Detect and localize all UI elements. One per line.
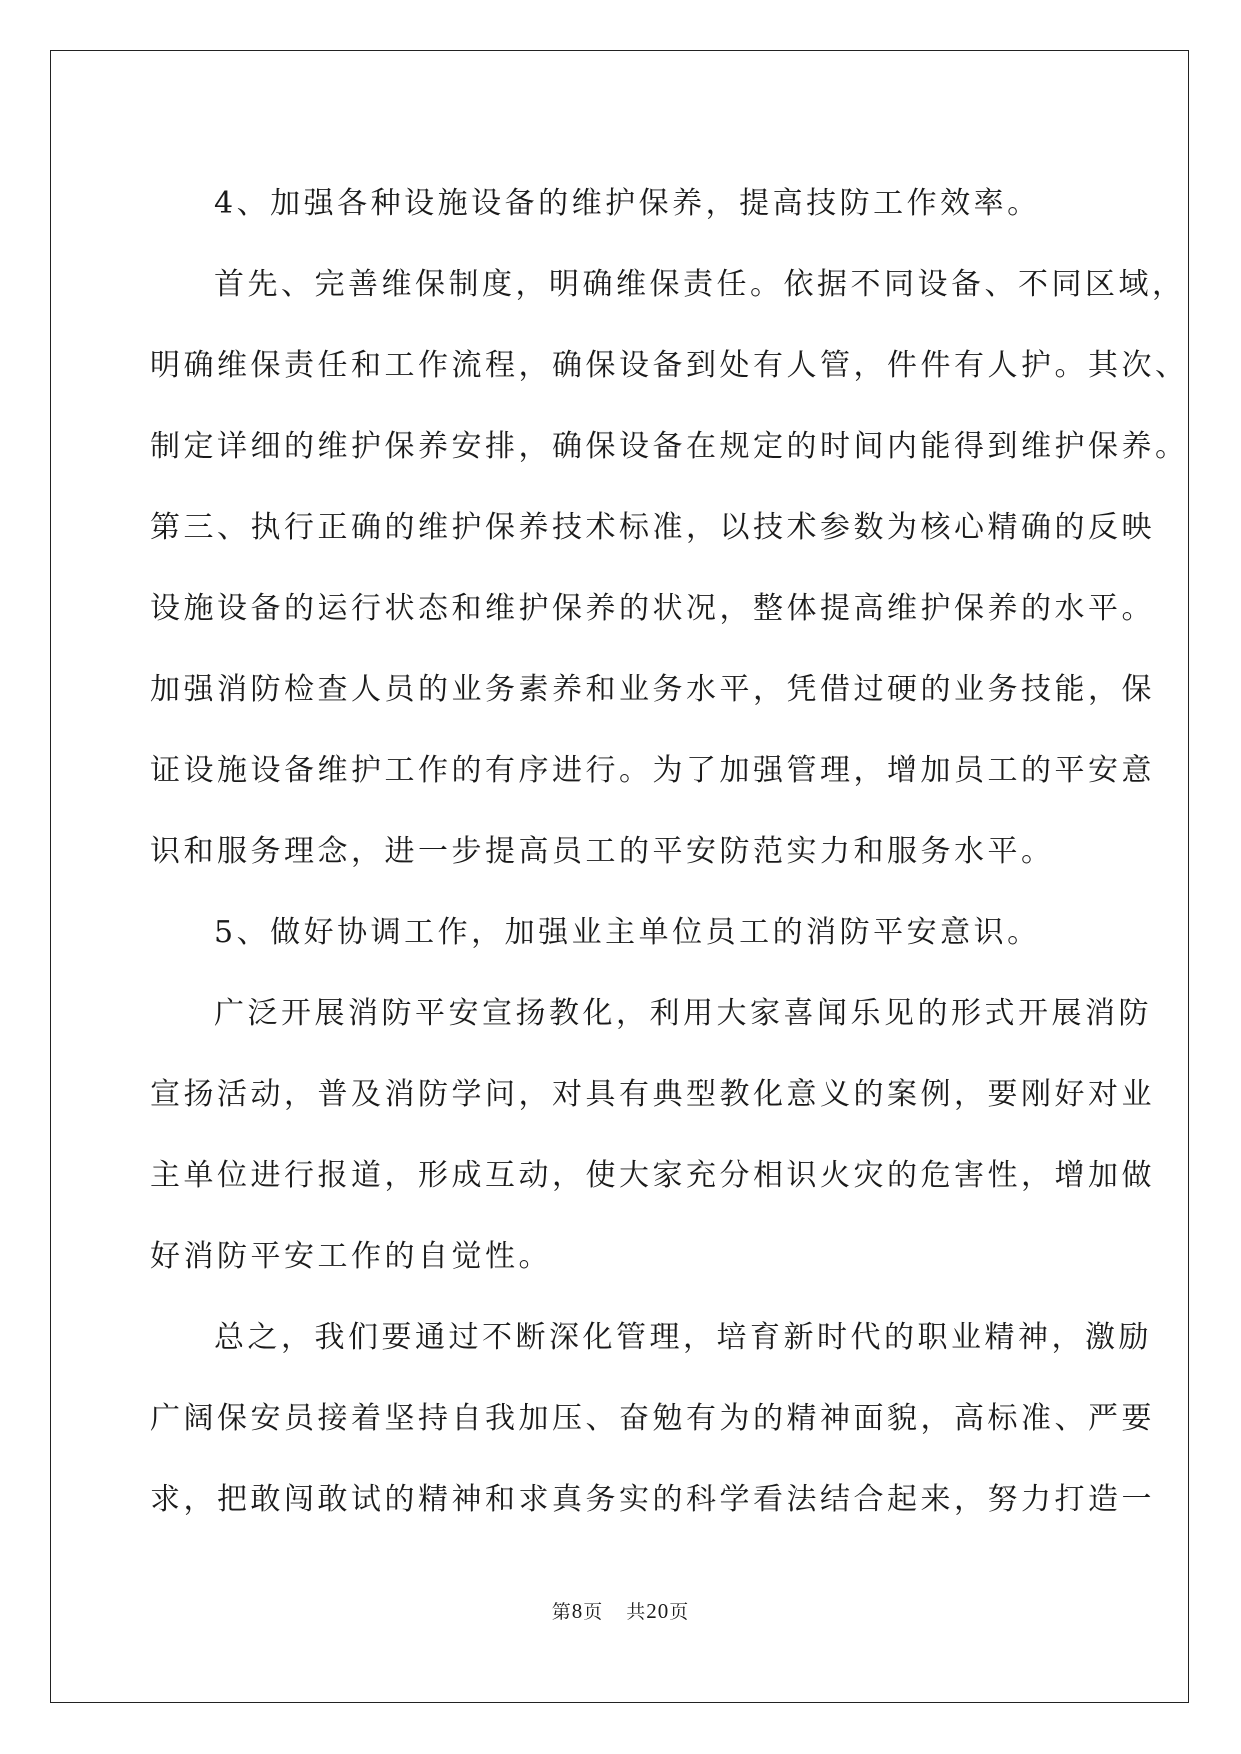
text-line: 宣扬活动，普及消防学问，对具有典型教化意义的案例，要刚好对业	[150, 1077, 1155, 1112]
page-suffix: 页	[583, 1602, 604, 1623]
text-line: 总之，我们要通过不断深化管理，培育新时代的职业精神，激励	[214, 1320, 1152, 1355]
text-line: 明确维保责任和工作流程，确保设备到处有人管，件件有人护。其次、	[150, 348, 1189, 383]
text-line: 识和服务理念，进一步提高员工的平安防范实力和服务水平。	[150, 834, 1055, 869]
text-line: 好消防平安工作的自觉性。	[150, 1239, 552, 1274]
page-footer	[0, 1597, 1241, 1624]
total-pages: 20	[646, 1599, 670, 1623]
paragraph-maintenance	[150, 244, 1189, 892]
total-suffix: 页	[669, 1602, 690, 1623]
text-line: 广泛开展消防平安宣扬教化，利用大家喜闻乐见的形式开展消防	[214, 996, 1152, 1031]
text-line: 首先、完善维保制度，明确维保责任。依据不同设备、不同区域，	[214, 267, 1186, 302]
page-prefix: 第	[551, 1602, 572, 1623]
text-line: 证设施设备维护工作的有序进行。为了加强管理，增加员工的平安意	[150, 753, 1155, 788]
text-line: 加强消防检查人员的业务素养和业务水平，凭借过硬的业务技能，保	[150, 672, 1155, 707]
text-line: 第三、执行正确的维护保养技术标准，以技术参数为核心精确的反映	[150, 510, 1155, 545]
paragraph-conclusion	[150, 1297, 1155, 1540]
document-body	[150, 163, 1189, 1540]
text-line: 主单位进行报道，形成互动，使大家充分相识火灾的危害性，增加做	[150, 1158, 1155, 1193]
paragraph-publicity	[150, 973, 1155, 1297]
text-line: 设施设备的运行状态和维护保养的状况，整体提高维护保养的水平。	[150, 591, 1155, 626]
text-line: 制定详细的维护保养安排，确保设备在规定的时间内能得到维护保养。	[150, 429, 1189, 464]
text-line: 4、加强各种设施设备的维护保养，提高技防工作效率。	[214, 186, 1041, 221]
text-line: 5、做好协调工作，加强业主单位员工的消防平安意识。	[214, 915, 1041, 950]
total-prefix: 共	[626, 1602, 647, 1623]
text-line: 求，把敢闯敢试的精神和求真务实的科学看法结合起来，努力打造一	[150, 1482, 1155, 1517]
paragraph-item-4-heading	[150, 163, 1090, 244]
page-number: 8	[571, 1599, 584, 1623]
paragraph-item-5-heading	[150, 892, 1090, 973]
text-line: 广阔保安员接着坚持自我加压、奋勉有为的精神面貌，高标准、严要	[150, 1401, 1155, 1436]
